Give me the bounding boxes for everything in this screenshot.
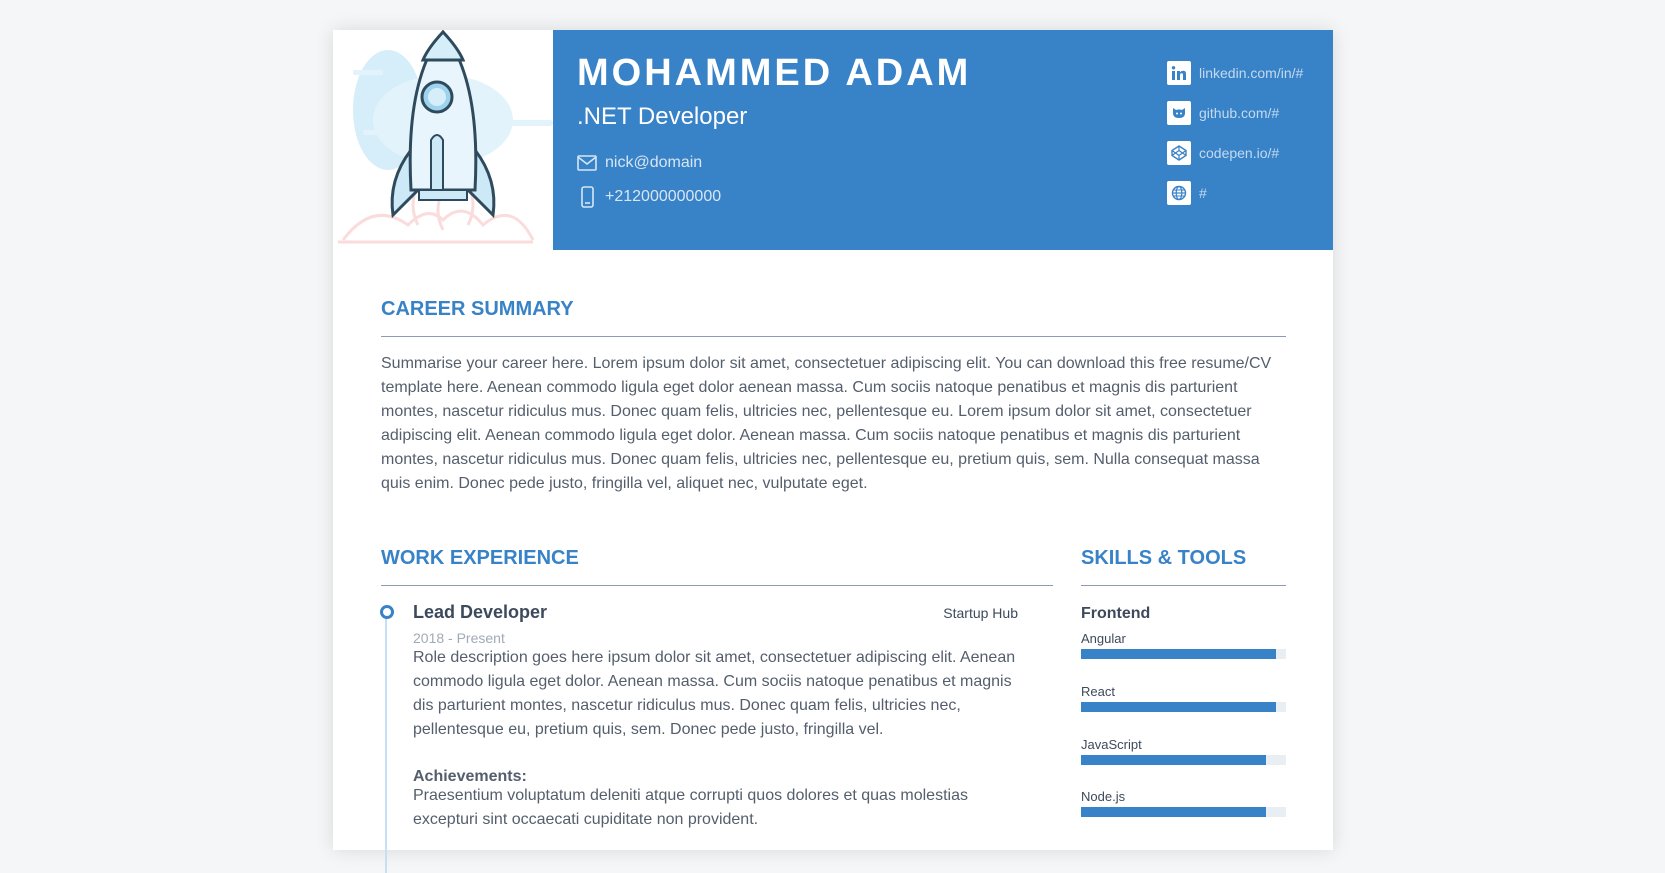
- resume-page: [333, 30, 1333, 850]
- social-link-codepen[interactable]: [1167, 141, 1327, 165]
- github-icon: [1167, 101, 1191, 125]
- section-divider: [381, 585, 1053, 586]
- social-text[interactable]: #: [1199, 185, 1207, 201]
- linkedin-icon: [1167, 61, 1191, 85]
- skills-tools-heading: SKILLS & TOOLS: [1081, 547, 1247, 569]
- skill-name: JavaScript: [1081, 737, 1142, 752]
- skill-item: [1081, 631, 1286, 659]
- social-link-github[interactable]: [1167, 101, 1327, 125]
- codepen-icon: [1167, 141, 1191, 165]
- skills-group-title: Frontend: [1081, 605, 1151, 622]
- social-link-linkedin[interactable]: [1167, 61, 1327, 85]
- skill-bar-fill: [1081, 755, 1266, 765]
- social-text[interactable]: linkedin.com/in/#: [1199, 65, 1304, 81]
- achievements-heading: Achievements:: [413, 768, 527, 785]
- candidate-title: .NET Developer: [577, 103, 748, 130]
- job-role: Lead Developer: [413, 602, 548, 622]
- skill-bar-fill: [1081, 649, 1276, 659]
- skill-name: React: [1081, 684, 1115, 699]
- timeline-line: [385, 613, 387, 873]
- career-summary-heading: CAREER SUMMARY: [381, 298, 574, 320]
- job-company: Startup Hub: [943, 605, 1018, 621]
- skill-bar-fill: [1081, 807, 1266, 817]
- skill-name: Angular: [1081, 631, 1126, 646]
- timeline-marker: [380, 605, 394, 619]
- phone-text[interactable]: +212000000000: [605, 188, 722, 205]
- achievements-text: Praesentium voluptatum deleniti atque corrupti quos dolores et quas molestias excepturi sint occaecati cupiditate non provident.: [413, 787, 968, 828]
- skill-item: [1081, 684, 1286, 712]
- section-divider: [1081, 585, 1286, 586]
- skill-bar-track: [1081, 649, 1286, 659]
- globe-icon: [1167, 181, 1191, 205]
- rocket-illustration: [333, 30, 553, 250]
- skill-bar-track: [1081, 755, 1286, 765]
- envelope-icon: [577, 155, 597, 171]
- social-text[interactable]: github.com/#: [1199, 105, 1280, 121]
- social-link-website[interactable]: [1167, 181, 1327, 205]
- phone-contact[interactable]: [577, 186, 721, 208]
- social-links: [1167, 61, 1327, 221]
- skill-bar-track: [1081, 807, 1286, 817]
- social-text[interactable]: codepen.io/#: [1199, 145, 1280, 161]
- candidate-name: MOHAMMED ADAM: [577, 52, 972, 94]
- mobile-phone-icon: [577, 186, 597, 208]
- skill-name: Node.js: [1081, 789, 1126, 804]
- skill-bar-fill: [1081, 702, 1276, 712]
- header-banner: [553, 30, 1333, 250]
- email-text[interactable]: nick@domain: [605, 154, 703, 171]
- section-divider: [381, 336, 1286, 337]
- email-contact[interactable]: [577, 154, 702, 172]
- work-experience-heading: WORK EXPERIENCE: [381, 547, 579, 569]
- skill-bar-track: [1081, 702, 1286, 712]
- skill-item: [1081, 737, 1286, 765]
- skill-item: [1081, 789, 1286, 817]
- career-summary-text: Summarise your career here. Lorem ipsum dolor sit amet, consectetuer adipiscing elit. You can download this free resume/CV template here. Aenean commodo ligula eget dolor aenean massa. Cum sociis natoque penatibus et magnis dis parturient montes, nascetur ridiculus mus. Donec quam felis, ultricies nec, pellentesque eu. Lorem ipsum dolor sit amet, consectetuer adipiscing elit. Aenean commodo ligula eget dolor. Aenean massa. Cum sociis natoque penatibus et magnis dis parturient montes, nascetur ridiculus mus. Donec quam felis, ultricies nec, pellentesque eu, pretium quis, sem. Nulla consequat massa quis enim. Donec pede justo, fringilla vel, aliquet nec, vulputate eget.: [381, 355, 1272, 492]
- job-dates: 2018 - Present: [413, 630, 505, 646]
- job-description: Role description goes here ipsum dolor sit amet, consectetuer adipiscing elit. Aenean commodo ligula eget dolor. Aenean massa. Cum sociis natoque penatibus et magnis dis parturient montes, nascetur ridiculus mus. Donec quam felis, ultricies nec, pellentesque eu, pretium quis, sem. Donec pede justo, fringilla vel.: [413, 649, 1016, 738]
- resume-header: [333, 30, 1333, 250]
